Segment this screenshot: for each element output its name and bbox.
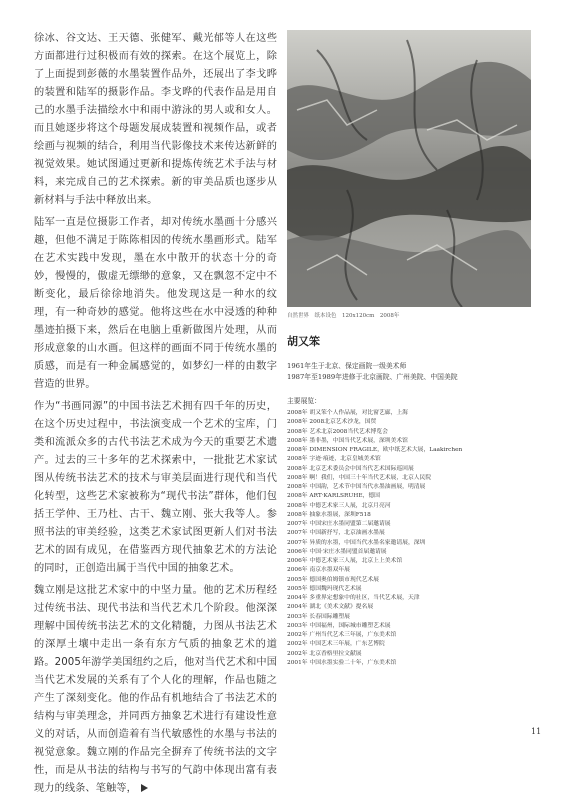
artwork-image (287, 30, 531, 307)
exhibition-item: 2004年 多重界定想象中的社区，当代艺术展，天津 (287, 595, 420, 601)
exhibition-item: 2008年 北京艺术委员会中国当代艺术国际巡回展 (287, 465, 414, 472)
exhibition-item: 2008年 抽象水墨展，深圳F518 (287, 511, 371, 518)
exhibition-item: 2007年 异质的水墨，中国当代水墨名家邀请展，深圳 (287, 539, 426, 546)
exhibition-item: 2007年 中国宋庄水墨同盟第二届邀请展 (287, 521, 391, 527)
exhibition-item: 2008年 艺术北京2008当代艺术博览会 (287, 428, 388, 435)
exhibition-item: 2005年 德国奥伯姆镇市现代艺术展 (287, 576, 379, 583)
exhibition-item: 2006年 南京水墨双年展 (287, 567, 350, 574)
exhibition-item: 2008年 2008北京艺术沙龙，国贸 (287, 419, 377, 426)
page-number: 11 (531, 727, 542, 736)
article-text-column (34, 30, 277, 802)
article-paragraph-4 (34, 582, 277, 798)
artist-bio (287, 361, 537, 383)
exhibition-item: 2001年 中国水墨实验二十年，广东美术馆 (287, 659, 397, 666)
bio-line: 1961年生于北京、保定画院一级美术师 (287, 362, 407, 370)
exhibition-item: 2005年 德国魏玛现代艺术展 (287, 585, 362, 592)
artist-name-heading: 胡又笨 (287, 335, 320, 348)
continue-arrow-icon (141, 784, 148, 792)
exhibition-item: 2008年 中国韵，艺术节中国当代水墨油画展，明清展 (287, 484, 426, 490)
exhibition-item: 2008年 ART·KARLSRUHE，德国 (287, 493, 380, 500)
exhibition-item: 2006年 中德艺术家三人展，北京上上美术馆 (287, 558, 403, 564)
ink-landscape-artwork (287, 30, 531, 307)
exhibition-list (287, 409, 537, 668)
exhibition-item: 2002年 广州当代艺术三年展，广东美术馆 (287, 632, 397, 638)
exhibition-item: 2004年 湖北《美术文献》提名展 (287, 604, 374, 611)
bio-line: 1987年至1989年进修于北京画院、广州美院、中国美院 (287, 373, 458, 381)
article-paragraph-4-text: 魏立刚是这批艺术家中的中坚力量。他的艺术历程经过传统书法、现代书法和当代艺术几个阶段。他深深理解中国传统书法艺术的文化精髓，力图从书法艺术的深厚土壤中走出一条有东方气质的抽象艺术的道路。2005年游学美国纽约之后，他对当代艺术和中国当代艺术发展的关系有了个人化的理解，作品也随之产生了深刻变化。他的作品有机地结合了书法艺术的结构与审美理念，并同西方抽象艺术进行有建设性意义的对话，从而创造着有当代敏感性的水墨与书法的视觉意象。魏立刚的作品完全摒弃了传统书法的文字性，而是从书法的结构与书写的气韵中体现出富有表现力的线条、笔触等， (34, 585, 277, 794)
exhibition-item: 2008年 啊！我们，中国三十年当代艺术展，北京人民院 (287, 474, 432, 481)
article-paragraph-2: 陆军一直是位摄影工作者，却对传统水墨画十分感兴趣，但他不满足于陈陈相因的传统水墨画形式。陆军在艺术实践中发现，墨在水中散开的状态十分的奇妙，慢慢的，傲虚无缥缈的意象，又在飘忽不定中不断变化，最后徐徐地消失。他发现这是一种水的纹理，有一种奇妙的感觉。他将这些在水中浸透的种种墨迹拍摄下来，然后在电脑上重新做图片处理，从而形成意象的山水画。但这样的画面不同于传统水墨的质感，而是有一种金属感觉的，如梦幻一样的由数字营造的世界。 (34, 217, 277, 390)
exhibition-item: 2008年 胡又笨个人作品展，对比窗艺廊，上海 (287, 410, 408, 416)
article-paragraph-3: 作为“书画同源”的中国书法艺术拥有四千年的历史，在这个历史过程中，书法演变成一个艺术的宝库，门类和流派众多的古代书法艺术成为今天的重要艺术遗产。过去的三十多年的艺术探索中，一批批艺术家试图从传统书法艺术的技术与审美层面进行现代和当代化转型，这些艺术家被称为“现代书法”群体，他们包括王学仲、王乃杜、古干、魏立刚、张大我等人。参照书法的审美经验，这类艺术家试图更新人们对书法艺术的固有成见，在借鉴西方现代抽象艺术的方法论的同时，正创造出属于当代中国的抽象艺术。 (34, 401, 277, 574)
exhibition-item: 2007年 中国新抒写，北京油画水墨展 (287, 530, 385, 537)
exhibition-item: 2008年 墨非墨，中国当代艺术展，深圳美术馆 (287, 437, 408, 444)
exhibition-item: 2008年 字迹·痕迹，北京皇城美术馆 (287, 456, 381, 463)
article-paragraph-1: 徐冰、谷文达、王天德、张健军、戴光郁等人在这些方面都进行过积极而有效的探索。在这个展览上，除了上面提到彭薇的水墨装置作品外，还展出了李戈晔的装置和陆军的摄影作品。李戈晔的代表作品是用自己的水墨手法描绘水中和雨中游泳的男人或和女人。而且她逐步将这个母题发展成装置和视频作品，或者绘画与视频的结合，利用当代影像技术来传达新鲜的视觉效果。她试图通过更新和提炼传统艺术手法与材料，来完成自己的艺术探索。新的审美品质也逐步从新材料与手法中释放出来。 (34, 33, 277, 206)
exhibition-item: 2003年 长春国际雕塑展 (287, 613, 350, 620)
exhibition-item: 2002年 北京香格里拉文献展 (287, 650, 362, 657)
exhibition-item: 2002年 中国艺术三年展，广东艺博院 (287, 641, 385, 648)
exhibition-item: 2008年 DIMENSION FRAGILE，欧中纸艺术大展，Laakirchen (287, 447, 463, 453)
exhibition-item: 2003年 中国福州，国际城市雕塑艺术展 (287, 622, 391, 629)
artist-sidebar (287, 30, 537, 668)
exhibition-item: 2006年 中国·宋庄水墨同盟首届邀请展 (287, 548, 387, 555)
artwork-caption: 自然世界 纸本设色 120x120cm 2008年 (287, 313, 400, 319)
exhibition-item: 2008年 中德艺术家三人展，北京月亮河 (287, 502, 391, 509)
exhibitions-heading: 主要展览： (287, 397, 321, 405)
